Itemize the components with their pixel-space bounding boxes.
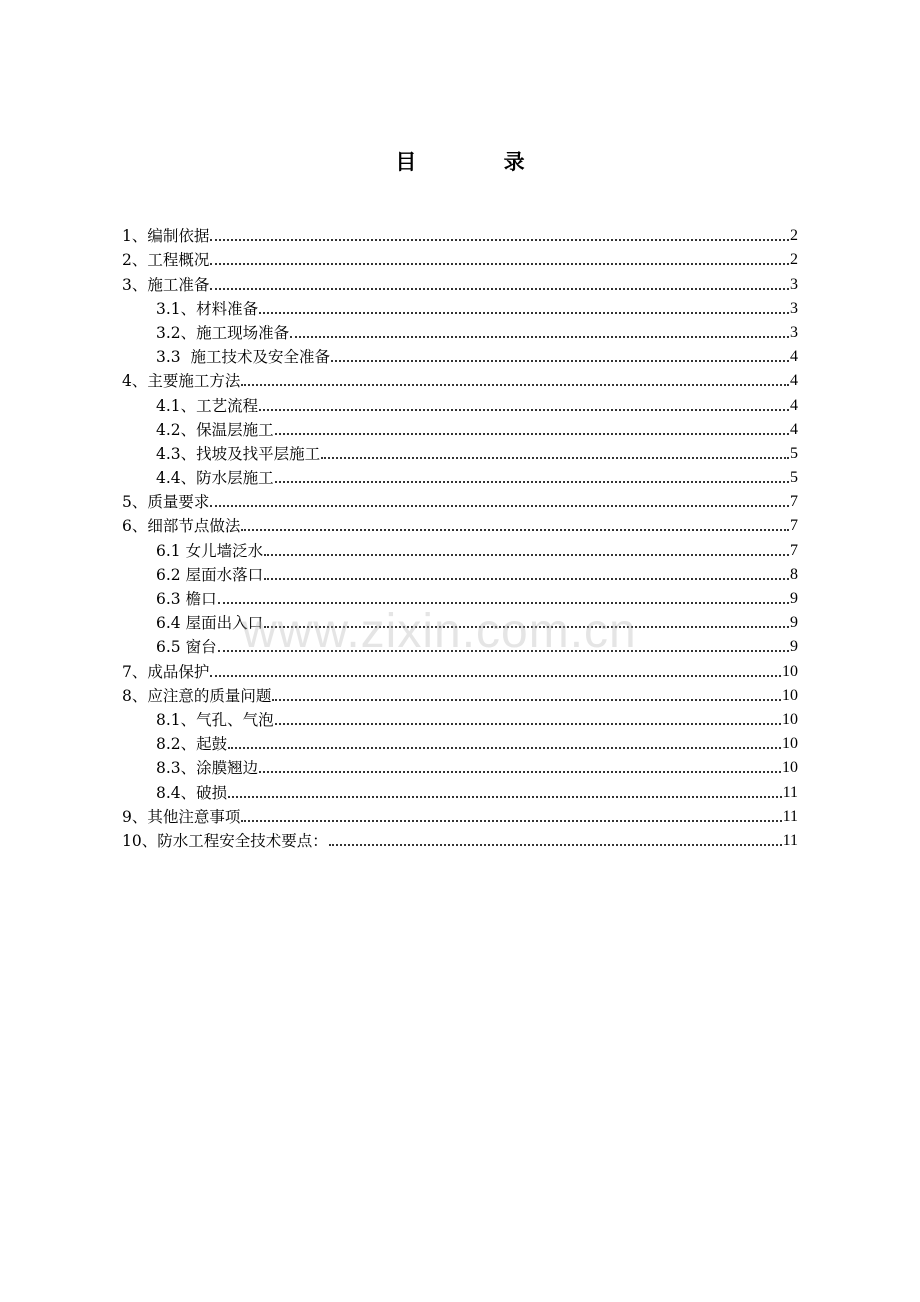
toc-leader-dots: [275, 480, 789, 483]
toc-leader-dots: [264, 577, 789, 580]
toc-entry[interactable]: [122, 609, 798, 633]
toc-leader-dots: [275, 722, 781, 725]
toc-entry[interactable]: [122, 730, 798, 754]
toc-entry[interactable]: [122, 343, 798, 367]
toc-entry-label: 3、施工准备: [122, 275, 210, 294]
toc-entry-label: 8.2、起鼓: [156, 735, 228, 754]
toc-leader-dots: [218, 649, 789, 652]
toc-entry-page-number: 2: [790, 227, 798, 245]
toc-leader-dots: [264, 553, 789, 556]
toc-entry[interactable]: [122, 536, 798, 560]
page-title: 目 录: [395, 149, 565, 174]
toc-entry-page-number: 11: [782, 783, 798, 801]
toc-entry[interactable]: [122, 367, 798, 391]
toc-entry[interactable]: [122, 778, 798, 802]
toc-entry-label: 8.4、破损: [156, 783, 228, 802]
toc-entry-label: 5、质量要求: [122, 493, 210, 512]
table-of-contents: [122, 222, 798, 851]
watermark: www.zixin.com.cn: [242, 605, 637, 658]
toc-entry[interactable]: [122, 803, 798, 827]
toc-leader-dots: [210, 287, 789, 290]
toc-entry-page-number: 3: [790, 299, 798, 317]
toc-entry[interactable]: [122, 391, 798, 415]
toc-leader-dots: [241, 528, 789, 531]
toc-entry-page-number: 11: [782, 831, 798, 849]
toc-leader-dots: [228, 746, 781, 749]
toc-entry-page-number: 9: [790, 638, 798, 656]
toc-entry-page-number: 3: [790, 323, 798, 341]
toc-leader-dots: [321, 456, 789, 459]
toc-entry[interactable]: [122, 585, 798, 609]
toc-entry-label: 7、成品保护: [122, 662, 210, 681]
toc-leader-dots: [331, 359, 789, 362]
toc-leader-dots: [228, 795, 781, 798]
toc-entry[interactable]: [122, 222, 798, 246]
toc-leader-dots: [241, 383, 789, 386]
toc-leader-dots: [210, 238, 789, 241]
toc-entry[interactable]: [122, 295, 798, 319]
toc-entry-page-number: 10: [782, 710, 798, 728]
toc-entry-page-number: 11: [782, 807, 798, 825]
toc-entry-label: 8.1、气孔、气泡: [156, 710, 274, 729]
toc-entry-label: 4.3、找坡及找平层施工: [156, 444, 321, 463]
toc-entry[interactable]: [122, 754, 798, 778]
toc-entry[interactable]: [122, 633, 798, 657]
toc-entry-page-number: 2: [790, 251, 798, 269]
toc-entry-label: 6、细部节点做法: [122, 517, 241, 536]
toc-entry-label: 8.3、涂膜翘边: [156, 759, 259, 778]
toc-entry-label: 10、防水工程安全技术要点：: [122, 831, 328, 850]
toc-leader-dots: [210, 262, 789, 265]
toc-entry-page-number: 10: [782, 686, 798, 704]
toc-leader-dots: [329, 843, 782, 846]
toc-entry-page-number: 9: [790, 590, 798, 607]
toc-entry[interactable]: [122, 416, 798, 440]
toc-entry-page-number: 5: [790, 469, 798, 487]
toc-leader-dots: [275, 432, 789, 435]
toc-entry[interactable]: [122, 246, 798, 270]
toc-entry-label: 6.2 屋面水落口: [156, 565, 264, 584]
toc-leader-dots: [218, 601, 789, 604]
toc-entry[interactable]: [122, 682, 798, 706]
toc-entry[interactable]: [122, 561, 798, 585]
toc-entry-page-number: 10: [782, 759, 798, 777]
toc-entry-page-number: 7: [790, 541, 798, 559]
toc-entry-label: 4.1、工艺流程: [156, 396, 259, 415]
toc-leader-dots: [264, 625, 789, 628]
toc-entry-page-number: 10: [782, 662, 798, 680]
toc-entry-page-number: 4: [790, 420, 798, 438]
toc-entry-label: 1、编制依据: [122, 227, 210, 246]
toc-entry-page-number: 8: [790, 565, 798, 583]
toc-entry-label: 6.4 屋面出入口: [156, 614, 264, 633]
toc-entry[interactable]: [122, 319, 798, 343]
toc-entry-label: 4、主要施工方法: [122, 372, 241, 391]
toc-leader-dots: [210, 504, 789, 507]
toc-leader-dots: [290, 335, 789, 338]
toc-leader-dots: [259, 770, 781, 773]
toc-leader-dots: [259, 408, 789, 411]
toc-entry-label: 8、应注意的质量问题: [122, 686, 272, 705]
toc-leader-dots: [259, 311, 789, 314]
toc-entry-label: 4.2、保温层施工: [156, 420, 274, 439]
toc-entry-label: 6.1 女儿墙泛水: [156, 541, 264, 560]
toc-entry-page-number: 4: [790, 372, 798, 390]
toc-entry-page-number: 10: [782, 735, 798, 753]
toc-entry-page-number: 9: [790, 614, 798, 632]
toc-entry[interactable]: [122, 440, 798, 464]
toc-entry-label: 6.5 窗台: [156, 638, 217, 657]
toc-entry[interactable]: [122, 488, 798, 512]
toc-entry-page-number: 7: [790, 517, 798, 535]
toc-entry[interactable]: [122, 706, 798, 730]
toc-entry-page-number: 7: [790, 493, 798, 511]
toc-entry-label: 3.1、材料准备: [156, 299, 259, 318]
toc-entry-label: 9、其他注意事项: [122, 807, 241, 826]
toc-entry[interactable]: [122, 657, 798, 681]
toc-leader-dots: [272, 698, 781, 701]
toc-entry-label: 2、工程概况: [122, 251, 210, 270]
toc-entry-label: 6.3 檐口: [156, 590, 217, 608]
toc-entry-label: 3.2、施工现场准备: [156, 323, 290, 342]
toc-entry[interactable]: [122, 827, 798, 851]
toc-entry-page-number: 5: [790, 444, 798, 462]
toc-entry-page-number: 4: [790, 348, 798, 366]
toc-entry[interactable]: [122, 270, 798, 294]
toc-entry-page-number: 3: [790, 275, 798, 293]
toc-leader-dots: [241, 819, 781, 822]
toc-entry[interactable]: [122, 512, 798, 536]
toc-entry-label: 3.3 施工技术及安全准备: [156, 348, 331, 367]
toc-entry-page-number: 4: [790, 396, 798, 414]
toc-leader-dots: [210, 674, 781, 677]
toc-entry-label: 4.4、防水层施工: [156, 469, 274, 488]
toc-entry[interactable]: [122, 464, 798, 488]
